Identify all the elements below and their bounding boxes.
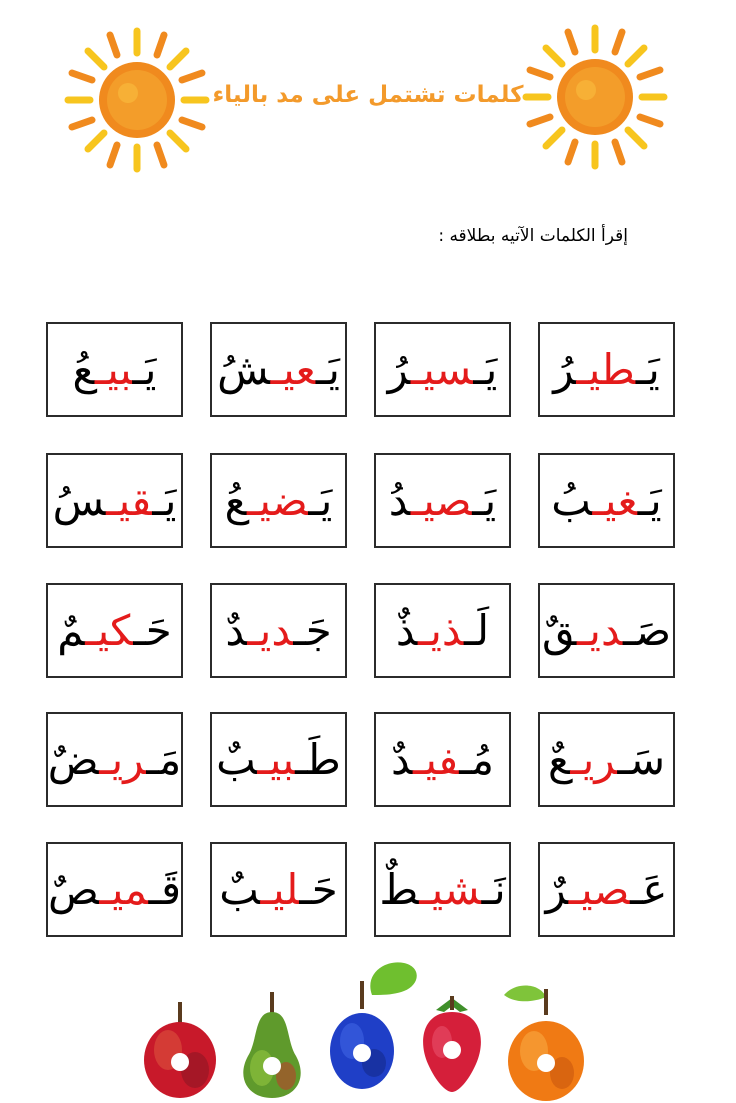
strawberry-icon — [412, 992, 492, 1096]
word-long-vowel-part: ريـ — [570, 734, 618, 784]
word-part: مٌ — [57, 605, 86, 655]
word-text — [379, 864, 506, 914]
word-card — [538, 712, 675, 807]
word-card — [374, 583, 511, 678]
pear-icon — [232, 990, 312, 1102]
word-card — [210, 322, 347, 417]
word-text — [547, 734, 666, 784]
word-long-vowel-part: بيـ — [257, 734, 296, 784]
word-part: يَـ — [635, 344, 660, 394]
sun-icon-left — [62, 25, 212, 175]
word-text — [553, 344, 660, 394]
word-card — [46, 712, 183, 807]
word-text — [47, 864, 182, 914]
word-long-vowel-part: ديـ — [247, 605, 294, 655]
word-text — [217, 344, 340, 394]
instruction-text: إقرأ الكلمات الآتيه بطلاقه : — [438, 226, 628, 246]
word-text — [388, 475, 497, 525]
word-text — [47, 734, 182, 784]
word-long-vowel-part: صيـ — [410, 475, 473, 525]
word-long-vowel-part: ريـ — [99, 734, 147, 784]
word-part: حَـ — [133, 605, 172, 655]
word-part: يَـ — [315, 344, 340, 394]
word-card — [538, 842, 675, 937]
word-part: عٌ — [547, 734, 571, 784]
word-part: عُ — [72, 344, 95, 394]
word-text — [390, 734, 495, 784]
word-card — [210, 453, 347, 548]
word-part: نَـ — [481, 864, 506, 914]
word-text — [219, 864, 338, 914]
word-part: ضٌ — [47, 734, 100, 784]
word-card — [538, 322, 675, 417]
word-text — [216, 734, 341, 784]
word-part: يَـ — [472, 475, 497, 525]
word-part: رٌ — [545, 864, 569, 914]
word-card — [374, 453, 511, 548]
word-text — [541, 605, 672, 655]
word-long-vowel-part: عيـ — [270, 344, 316, 394]
word-card — [46, 322, 183, 417]
page-title: كلمات تشتمل على مد بالياء — [212, 82, 524, 108]
word-part: ذٌ — [395, 605, 418, 655]
word-card — [46, 583, 183, 678]
word-text — [545, 864, 668, 914]
word-part: دٌ — [225, 605, 248, 655]
word-card — [46, 453, 183, 548]
word-text — [551, 475, 662, 525]
word-long-vowel-part: قيـ — [106, 475, 153, 525]
word-long-vowel-part: ذيـ — [417, 605, 464, 655]
word-part: قٌ — [541, 605, 577, 655]
word-long-vowel-part: ديـ — [577, 605, 624, 655]
word-long-vowel-part: بيـ — [94, 344, 133, 394]
word-card — [374, 842, 511, 937]
word-long-vowel-part: ليـ — [260, 864, 300, 914]
word-long-vowel-part: صيـ — [568, 864, 631, 914]
word-part: يَـ — [132, 344, 157, 394]
word-text — [72, 344, 157, 394]
apple-icon — [140, 1000, 220, 1100]
word-card — [374, 712, 511, 807]
word-part: شُ — [217, 344, 271, 394]
word-part: عَـ — [630, 864, 668, 914]
word-long-vowel-part: سيـ — [410, 344, 474, 394]
word-part: مَـ — [146, 734, 182, 784]
word-text — [224, 475, 333, 525]
word-part: يَـ — [637, 475, 662, 525]
sun-icon-right — [520, 22, 670, 172]
word-card — [210, 842, 347, 937]
sun-icon — [62, 25, 212, 175]
word-long-vowel-part: ضيـ — [246, 475, 309, 525]
word-part: عُ — [224, 475, 247, 525]
word-part: رُ — [553, 344, 577, 394]
word-part: بُ — [551, 475, 593, 525]
word-text — [57, 605, 172, 655]
word-long-vowel-part: غيـ — [592, 475, 638, 525]
word-card — [210, 712, 347, 807]
word-part: قَـ — [148, 864, 182, 914]
word-part: دُ — [388, 475, 411, 525]
word-long-vowel-part: فيـ — [413, 734, 460, 784]
word-card — [374, 322, 511, 417]
word-part: بٌ — [216, 734, 258, 784]
word-long-vowel-part: طيـ — [576, 344, 636, 394]
word-part: مُـ — [459, 734, 495, 784]
word-part: صَـ — [623, 605, 672, 655]
word-part: دٌ — [390, 734, 413, 784]
word-long-vowel-part: ميـ — [99, 864, 149, 914]
word-part: سَـ — [617, 734, 666, 784]
word-text — [225, 605, 332, 655]
word-text — [387, 344, 498, 394]
word-part: طٌ — [379, 864, 420, 914]
word-text — [395, 605, 490, 655]
word-part: طَـ — [295, 734, 341, 784]
sun-icon — [520, 22, 670, 172]
word-part: بٌ — [219, 864, 261, 914]
word-part: جَـ — [293, 605, 332, 655]
word-part: يَـ — [308, 475, 333, 525]
word-part: سُ — [52, 475, 107, 525]
word-part: يَـ — [473, 344, 498, 394]
word-card — [210, 583, 347, 678]
word-text — [52, 475, 177, 525]
word-part: حَـ — [299, 864, 338, 914]
word-long-vowel-part: شيـ — [419, 864, 482, 914]
word-part: لَـ — [463, 605, 490, 655]
word-part: رُ — [387, 344, 411, 394]
word-part: صٌ — [47, 864, 100, 914]
word-part: يَـ — [152, 475, 177, 525]
word-card — [538, 453, 675, 548]
word-long-vowel-part: كيـ — [85, 605, 134, 655]
word-card — [538, 583, 675, 678]
orange-icon — [496, 975, 596, 1103]
word-card — [46, 842, 183, 937]
